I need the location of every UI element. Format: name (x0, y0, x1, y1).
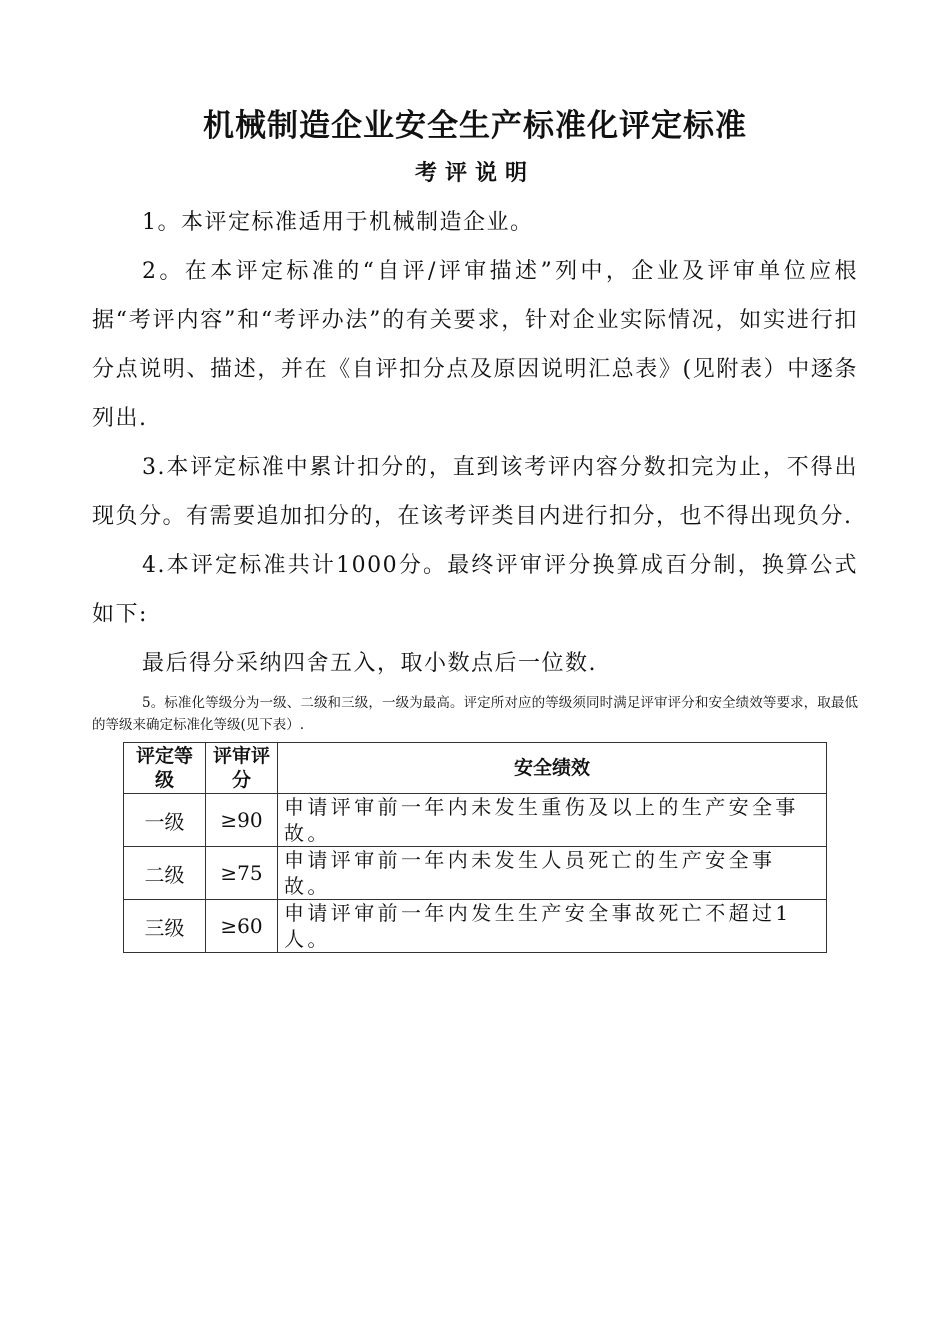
table-row (124, 794, 827, 847)
cell-score: ≥60 (206, 900, 278, 953)
paragraph-3: 3.本评定标准中累计扣分的，直到该考评内容分数扣完为止，不得出现负分。有需要追加扣分的，在该考评类目内进行扣分，也不得出现负分. (92, 455, 858, 529)
header-performance: 安全绩效 (278, 743, 827, 794)
table-row (124, 847, 827, 900)
document-title: 机械制造企业安全生产标准化评定标准 (203, 108, 747, 144)
document-page (92, 98, 858, 953)
cell-level: 一级 (124, 794, 206, 847)
header-level: 评定等级 (124, 743, 206, 794)
cell-score: ≥90 (206, 794, 278, 847)
grade-table (123, 742, 827, 953)
grading-note: 5。标准化等级分为一级、二级和三级，一级为最高。评定所对应的等级须同时满足评审评分和安全绩效等要求，取最低的等级来确定标准化等级(见下表）. (92, 695, 858, 733)
cell-score: ≥75 (206, 847, 278, 900)
table-row (124, 900, 827, 953)
cell-performance: 申请评审前一年内未发生重伤及以上的生产安全事故。 (278, 794, 827, 847)
paragraph-5: 最后得分采纳四舍五入，取小数点后一位数. (142, 651, 597, 676)
cell-level: 三级 (124, 900, 206, 953)
cell-performance: 申请评审前一年内未发生人员死亡的生产安全事故。 (278, 847, 827, 900)
paragraph-1: 1。本评定标准适用于机械制造企业。 (142, 210, 534, 235)
cell-performance: 申请评审前一年内发生生产安全事故死亡不超过1人。 (278, 900, 827, 953)
header-score: 评审评分 (206, 743, 278, 794)
document-subtitle: 考评说明 (414, 161, 535, 186)
paragraph-2: 2。在本评定标准的“自评/评审描述”列中，企业及评审单位应根据“考评内容”和“考评办法”的有关要求，针对企业实际情况，如实进行扣分点说明、描述，并在《自评扣分点及原因说明汇总表》(见附表）中逐条列出. (92, 259, 858, 431)
paragraph-4: 4.本评定标准共计1000分。最终评审评分换算成百分制，换算公式如下: (92, 553, 858, 627)
table-header-row (124, 743, 827, 794)
cell-level: 二级 (124, 847, 206, 900)
